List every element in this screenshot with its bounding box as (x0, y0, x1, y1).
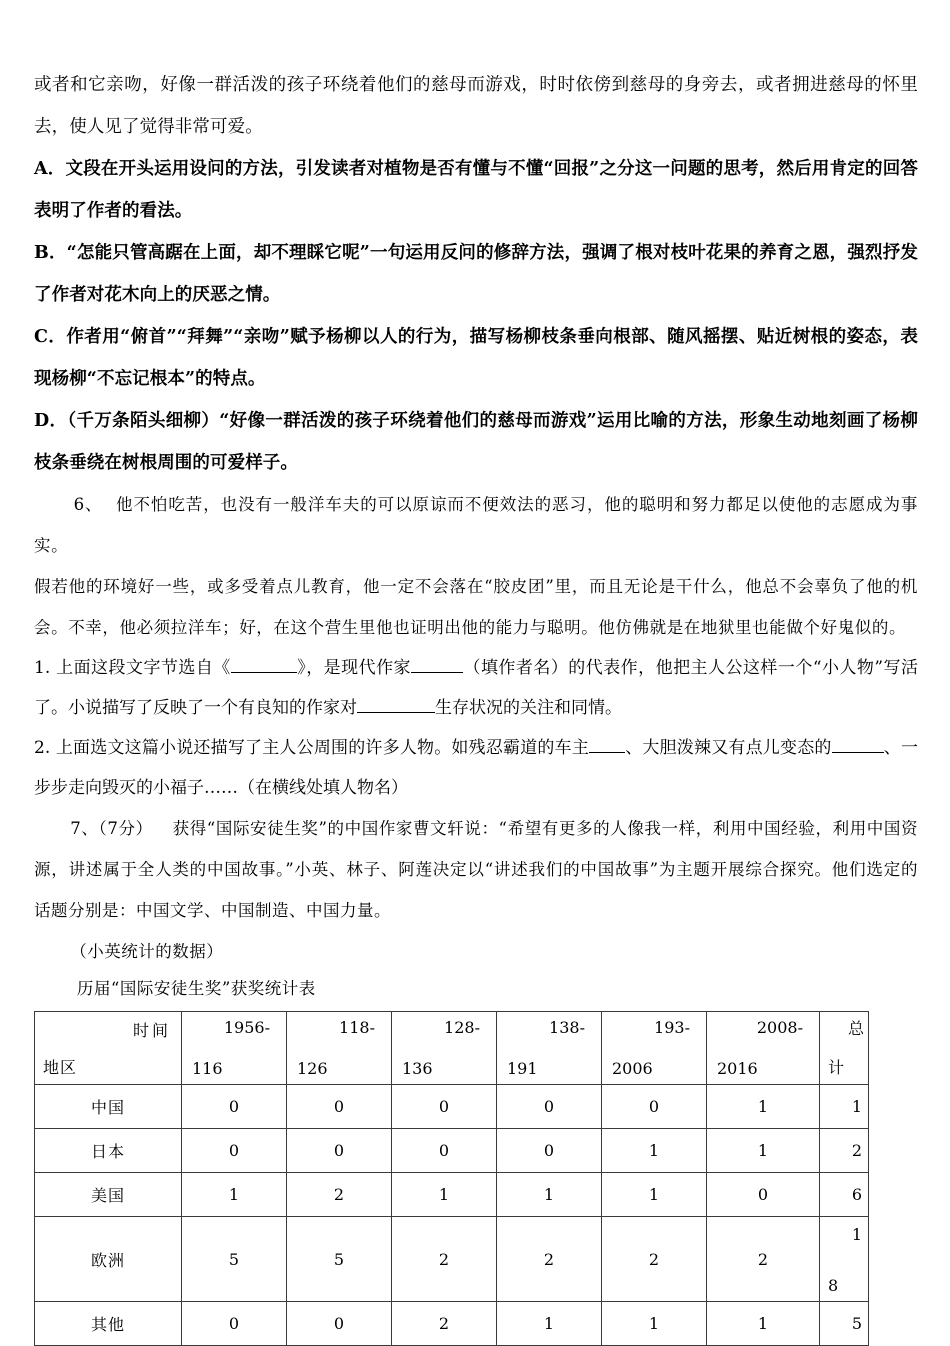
sub-1-seg-4: 生存状况的关注和同情。 (435, 698, 622, 718)
cell-total: 6 (820, 1173, 869, 1217)
column-header-5-bottom: 2006 (612, 1059, 653, 1078)
cell-value: 0 (392, 1129, 497, 1173)
cell-value: 1 (707, 1085, 820, 1129)
column-header-1-bottom: 116 (192, 1059, 223, 1078)
table-corner-cell (35, 1012, 182, 1085)
question-7-number: 7、 (70, 819, 99, 838)
andersen-award-statistics-table (34, 1011, 869, 1346)
column-header-4-bottom: 191 (507, 1059, 538, 1078)
cell-total: 1 (820, 1085, 869, 1129)
choice-d-text: （千万条陌头细柳）“好像一群活泼的孩子环绕着他们的慈母而游戏”运用比喻的方法，形象生动地刻画了杨柳枝条垂绕在树根周围的可爱样子。 (34, 411, 918, 473)
sub-2-number: 2. (34, 738, 51, 758)
blank-work-title[interactable] (231, 655, 297, 673)
table-row (35, 1085, 869, 1129)
choice-b-label: B． (34, 243, 67, 263)
question-6-passage-line-1 (34, 484, 918, 566)
page-content (34, 64, 918, 1346)
row-region-label: 中国 (35, 1085, 182, 1129)
question-7 (34, 808, 918, 931)
cell-total-first-digit: 1 (851, 1225, 862, 1244)
table-row (35, 1217, 869, 1302)
column-header-3 (392, 1012, 497, 1085)
table-row (35, 1129, 869, 1173)
column-header-4 (497, 1012, 602, 1085)
table-caption: 历届“国际安徒生奖”获奖统计表 (76, 979, 316, 998)
cell-value: 1 (707, 1302, 820, 1346)
question-6-sub-1 (34, 648, 918, 728)
sub-1-number: 1. (34, 658, 51, 678)
blank-author-name[interactable] (411, 655, 463, 673)
column-header-5 (602, 1012, 707, 1085)
blank-character-owner[interactable] (589, 735, 625, 753)
column-header-4-top: 138- (549, 1018, 585, 1037)
cell-value: 1 (602, 1302, 707, 1346)
sub-2-seg-3: 、一步步走向毁灭的小福子……（在横线处填人物名） (34, 738, 919, 798)
cell-value: 0 (287, 1302, 392, 1346)
cell-value: 2 (287, 1173, 392, 1217)
cell-value: 0 (287, 1129, 392, 1173)
cell-value: 2 (392, 1217, 497, 1302)
column-header-1 (182, 1012, 287, 1085)
choice-a (34, 148, 918, 232)
column-header-6-top: 2008- (756, 1018, 803, 1037)
cell-value: 1 (497, 1302, 602, 1346)
cell-value: 0 (182, 1129, 287, 1173)
question-6-sub-2 (34, 728, 918, 808)
total-header-bottom: 计 (828, 1058, 845, 1077)
column-header-6 (707, 1012, 820, 1085)
column-header-1-top: 1956- (223, 1018, 270, 1037)
cell-total-second-digit: 8 (828, 1276, 839, 1295)
row-region-label: 欧洲 (35, 1217, 182, 1302)
choice-d-label: D． (34, 411, 68, 431)
cell-value: 0 (497, 1085, 602, 1129)
sub-1-seg-1: 上面这段文字节选自《 (56, 658, 231, 678)
choice-a-label: A． (34, 159, 66, 179)
choice-b-text: “怎能只管高踞在上面，却不理睬它呢”一句运用反问的修辞方法，强调了根对枝叶花果的养育之恩，强烈抒发了作者对花木向上的厌恶之情。 (34, 243, 918, 305)
column-header-6-bottom: 2016 (717, 1059, 758, 1078)
question-7-text: 获得“国际安徒生奖”的中国作家曹文轩说：“希望有更多的人像我一样，利用中国经验，利用中国资源，讲述属于全人类的中国故事。”小英、林子、阿莲决定以“讲述我们的中国故事”为主题开展综合探究。他们选定的话题分别是：中国文学、中国制造、中国力量。 (34, 819, 919, 920)
cell-value: 0 (392, 1085, 497, 1129)
cell-total: 2 (820, 1129, 869, 1173)
corner-region-label: 地区 (43, 1058, 78, 1077)
cell-value: 2 (497, 1217, 602, 1302)
blank-character-woman[interactable] (832, 735, 884, 753)
sub-1-seg-3: （填作者名）的代表作，他把主人公这样一个“小人物”写活了。小说描写了反映了一个有良知的作家对 (34, 658, 918, 718)
cell-value: 5 (182, 1217, 287, 1302)
cell-value: 0 (287, 1085, 392, 1129)
cell-value: 0 (182, 1302, 287, 1346)
total-header-top: 总 (847, 1019, 864, 1038)
column-header-2-top: 118- (339, 1018, 375, 1037)
cell-value: 0 (497, 1129, 602, 1173)
sub-1-seg-2: 》，是现代作家 (296, 658, 412, 678)
table-row (35, 1302, 869, 1346)
cell-value: 1 (602, 1173, 707, 1217)
choice-a-text: 文段在开头运用设问的方法，引发读者对植物是否有懂与不懂“回报”之分这一问题的思考，然后用肯定的回答表明了作者的看法。 (34, 159, 919, 221)
blank-living-condition[interactable] (357, 695, 435, 713)
cell-value: 1 (392, 1173, 497, 1217)
cell-value: 2 (392, 1302, 497, 1346)
question-6-number: 6、 (73, 495, 103, 514)
question-7-data-note: （小英统计的数据） (70, 942, 224, 961)
column-header-5-top: 193- (654, 1018, 690, 1037)
cell-value: 0 (602, 1085, 707, 1129)
excerpt-intro-paragraph: 或者和它亲吻，好像一群活泼的孩子环绕着他们的慈母而游戏，时时依傍到慈母的身旁去，或者拥进慈母的怀里去，使人见了觉得非常可爱。 (34, 75, 918, 137)
cell-value: 5 (287, 1217, 392, 1302)
column-header-3-top: 128- (444, 1018, 480, 1037)
choice-b (34, 232, 918, 316)
table-header-row (35, 1012, 869, 1085)
table-row (35, 1173, 869, 1217)
question-7-points: （7分） (98, 819, 153, 838)
cell-value: 2 (707, 1217, 820, 1302)
column-header-2-bottom: 126 (297, 1059, 328, 1078)
cell-total-wrapped (820, 1217, 869, 1302)
row-region-label: 日本 (35, 1129, 182, 1173)
sub-2-seg-2: 、大胆泼辣又有点儿变态的 (625, 738, 832, 758)
column-header-2 (287, 1012, 392, 1085)
choice-c-label: C． (34, 327, 67, 347)
sub-2-seg-1: 上面选文这篇小说还描写了主人公周围的许多人物。如残忍霸道的车主 (55, 738, 590, 758)
cell-value: 0 (707, 1173, 820, 1217)
choice-c (34, 316, 918, 400)
cell-value: 1 (497, 1173, 602, 1217)
choice-c-text: 作者用“俯首”“拜舞”“亲吻”赋予杨柳以人的行为，描写杨柳枝条垂向根部、随风摇摆、贴近树根的姿态，表现杨柳“不忘记根本”的特点。 (34, 327, 918, 389)
column-header-3-bottom: 136 (402, 1059, 433, 1078)
choice-d (34, 400, 918, 484)
cell-value: 1 (602, 1129, 707, 1173)
question-6-passage-text-1: 他不怕吃苦，也没有一般洋车夫的可以原谅而不便效法的恶习，他的聪明和努力都足以使他的志愿成为事实。 (34, 495, 918, 555)
cell-value: 1 (182, 1173, 287, 1217)
column-header-total (820, 1012, 869, 1085)
row-region-label: 美国 (35, 1173, 182, 1217)
question-6-passage-line-2: 假若他的环境好一些，或多受着点儿教育，他一定不会落在“胶皮团”里，而且无论是干什么，他总不会辜负了他的机会。不幸，他必须拉洋车；好，在这个营生里他也证明出他的能力与聪明。他仿佛就是在地狱里也能做个好鬼似的。 (34, 577, 918, 637)
cell-value: 1 (707, 1129, 820, 1173)
cell-value: 2 (602, 1217, 707, 1302)
cell-value: 0 (182, 1085, 287, 1129)
row-region-label: 其他 (35, 1302, 182, 1346)
corner-time-label: 时间 (132, 1021, 171, 1040)
cell-total: 5 (820, 1302, 869, 1346)
